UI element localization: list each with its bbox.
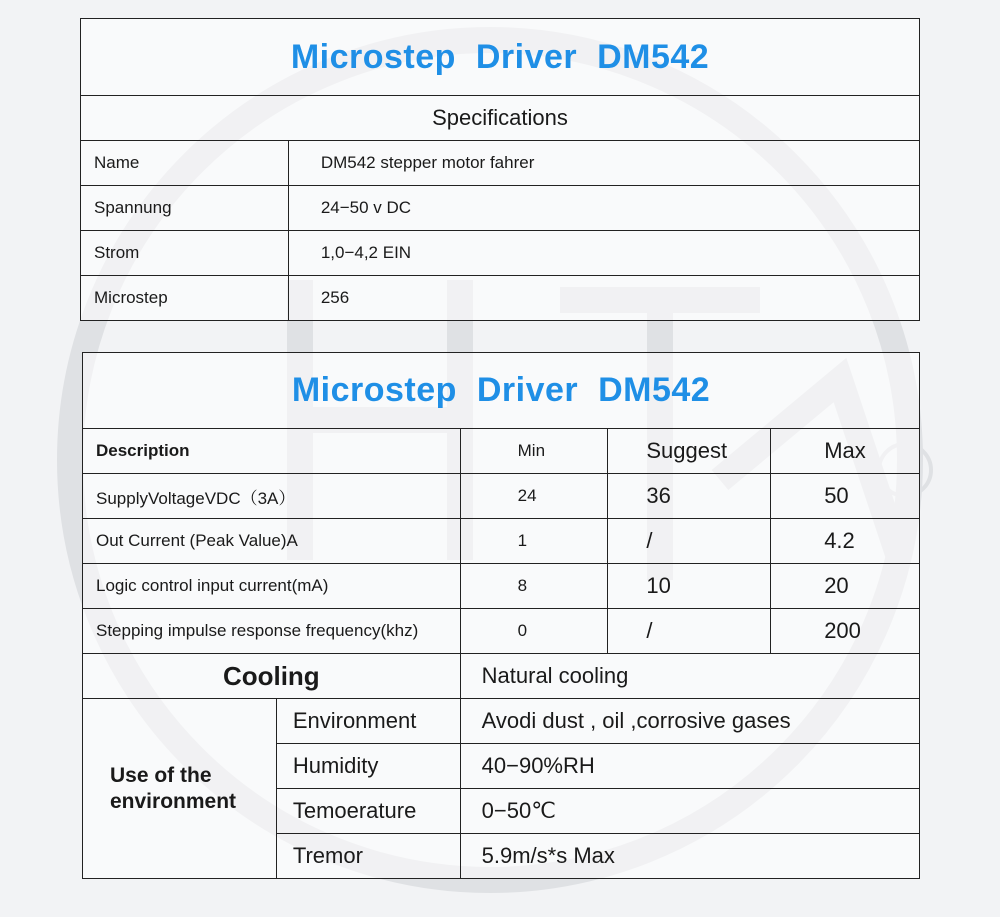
environment-key: Temoerature bbox=[276, 789, 460, 834]
parameters-table bbox=[82, 352, 920, 879]
spec-table-title: Microstep Driver DM542 bbox=[81, 19, 920, 96]
spec-label: Spannung bbox=[81, 186, 289, 231]
table-row bbox=[83, 474, 920, 519]
spec-label: Strom bbox=[81, 231, 289, 276]
spec-value: 24−50 v DC bbox=[288, 186, 919, 231]
environment-label-line1: Use of the bbox=[110, 763, 212, 787]
specifications-header: Specifications bbox=[81, 96, 920, 141]
param-min: 1 bbox=[460, 519, 608, 564]
table-row bbox=[81, 141, 920, 186]
param-max: 4.2 bbox=[771, 519, 920, 564]
specifications-table bbox=[80, 18, 920, 321]
param-suggest: 36 bbox=[608, 474, 771, 519]
spec-value: 256 bbox=[288, 276, 919, 321]
spec-value: DM542 stepper motor fahrer bbox=[288, 141, 919, 186]
environment-key: Tremor bbox=[276, 834, 460, 879]
param-max: 200 bbox=[771, 609, 920, 654]
param-min: 8 bbox=[460, 564, 608, 609]
param-description: Logic control input current(mA) bbox=[83, 564, 461, 609]
param-max: 20 bbox=[771, 564, 920, 609]
table-row bbox=[83, 564, 920, 609]
table-row bbox=[83, 519, 920, 564]
suggest-header: Suggest bbox=[608, 429, 771, 474]
param-max: 50 bbox=[771, 474, 920, 519]
environment-label-line2: environment bbox=[110, 789, 237, 813]
param-description: SupplyVoltageVDC（3A） bbox=[83, 474, 461, 519]
param-description: Stepping impulse response frequency(khz) bbox=[83, 609, 461, 654]
spec-label: Name bbox=[81, 141, 289, 186]
environment-value: 5.9m/s*s Max bbox=[460, 834, 919, 879]
param-suggest: 10 bbox=[608, 564, 771, 609]
cooling-row bbox=[83, 654, 920, 699]
table-row bbox=[81, 231, 920, 276]
max-header: Max bbox=[771, 429, 920, 474]
table-row bbox=[83, 609, 920, 654]
table-row bbox=[81, 276, 920, 321]
param-suggest: / bbox=[608, 519, 771, 564]
param-suggest: / bbox=[608, 609, 771, 654]
cooling-value: Natural cooling bbox=[460, 654, 919, 699]
param-description: Out Current (Peak Value)A bbox=[83, 519, 461, 564]
environment-key: Environment bbox=[276, 699, 460, 744]
param-table-title: Microstep Driver DM542 bbox=[83, 353, 920, 429]
table-header-row bbox=[83, 429, 920, 474]
environment-label bbox=[83, 699, 277, 879]
description-header: Description bbox=[83, 429, 461, 474]
table-row bbox=[81, 186, 920, 231]
table-row bbox=[83, 699, 920, 744]
spec-label: Microstep bbox=[81, 276, 289, 321]
cooling-label: Cooling bbox=[83, 654, 461, 699]
param-min: 24 bbox=[460, 474, 608, 519]
environment-key: Humidity bbox=[276, 744, 460, 789]
environment-value: 0−50℃ bbox=[460, 789, 919, 834]
environment-value: 40−90%RH bbox=[460, 744, 919, 789]
environment-value: Avodi dust , oil ,corrosive gases bbox=[460, 699, 919, 744]
min-header: Min bbox=[460, 429, 608, 474]
param-min: 0 bbox=[460, 609, 608, 654]
spec-value: 1,0−4,2 EIN bbox=[288, 231, 919, 276]
